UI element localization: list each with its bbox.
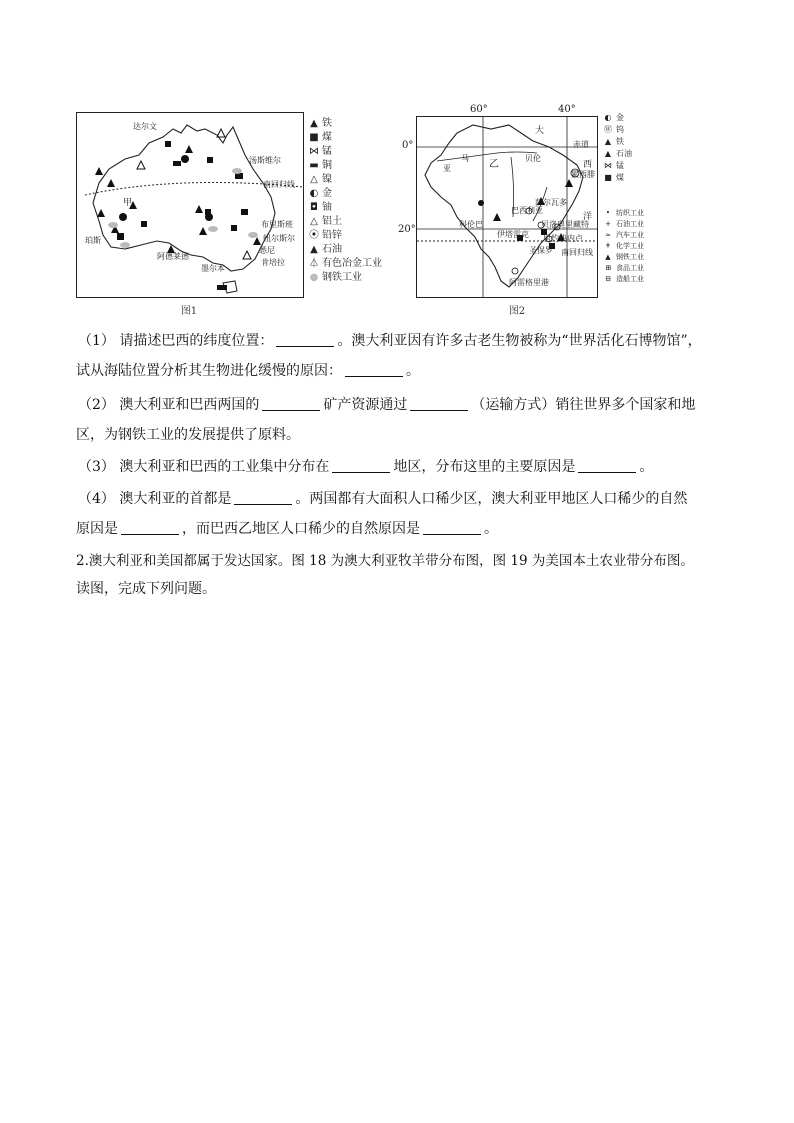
australia-map-svg	[77, 113, 303, 297]
label-kembla: 肯培拉	[261, 258, 285, 267]
lat-label-0: 0°	[402, 140, 414, 151]
label-recife: 累西腓	[571, 170, 595, 179]
answer-blank[interactable]	[332, 458, 390, 473]
grey-dot-icon: ●	[309, 272, 319, 283]
label-region-jia: 甲	[123, 198, 133, 208]
legend-copper: ▬ 铜	[309, 160, 332, 171]
legend2-tungsten: Ⓦ 钨	[604, 125, 624, 134]
legend-steel: ● 钢铁工业	[309, 272, 362, 283]
dot-square-icon: ◘	[310, 202, 318, 213]
legend2-food: ⊞ 食品工业	[602, 263, 644, 273]
legend-iron: ▲ 铁	[308, 114, 332, 129]
question-3: （3） 澳大利亚和巴西的工业集中分布在 地区，分布这里的主要原因是 。	[78, 459, 654, 475]
figure-2-caption: 图2	[508, 306, 526, 317]
legend2-oil: ▲ 石油	[602, 148, 632, 159]
question-next-line-1: 2.澳大利亚和美国都属于发达国家。图 18 为澳大利亚牧羊带分布图，图 19 为美国本土农业带分布图。	[76, 553, 694, 569]
legend-gold: ◐ 金	[309, 188, 332, 199]
label-tropic-2: 南回归线	[561, 248, 593, 257]
oil-icon: ▲	[604, 149, 612, 158]
legend-coal: ■ 煤	[309, 132, 332, 143]
question-4-line-2: 原因是 ，而巴西乙地区人口稀少的自然原因是 。	[76, 521, 498, 537]
square-icon: ■	[309, 132, 319, 143]
legend2-chemical: ǂ 化学工业	[602, 241, 644, 251]
label-ocean-3: 洋	[583, 212, 593, 222]
label-yi: 乙	[489, 159, 499, 170]
label-saopaulo: 圣保罗	[529, 246, 553, 255]
oil-icon: ▲	[310, 244, 318, 255]
answer-blank[interactable]	[276, 332, 334, 347]
brazil-map-svg	[417, 117, 597, 297]
australia-outline	[93, 125, 275, 271]
legend2-iron: ▲ 铁	[602, 136, 624, 147]
label-portoalegre: 阿雷格里港	[509, 278, 549, 287]
label-townsville: 汤斯维尔	[249, 156, 281, 165]
label-campo: 科伦巴	[459, 220, 483, 229]
answer-blank[interactable]	[423, 520, 481, 535]
boat-icon: ⊟	[605, 275, 611, 283]
bowtie-icon: ⋈	[309, 146, 319, 157]
label-amazon: 亚	[443, 164, 451, 173]
legend2-manganese: ⋈ 锰	[604, 161, 624, 170]
legend2-gold: ◐ 金	[602, 112, 624, 123]
striped-triangle-icon: △	[310, 216, 318, 227]
label-cubatao: 伊塔雷克	[497, 230, 529, 239]
circled-w-icon: Ⓦ	[604, 125, 612, 134]
target-icon: ⦿	[309, 230, 319, 241]
legend2-ship: ⊟ 造船工业	[602, 274, 644, 284]
mineral-symbols	[95, 141, 261, 290]
half-circle-icon: ◐	[309, 188, 319, 199]
label-brisbane: 布里斯班	[261, 220, 293, 229]
half-circle-icon: ◐	[604, 113, 612, 122]
label-rio: 里约热内卢	[543, 234, 583, 243]
figure-1-caption: 图1	[180, 306, 198, 317]
answer-blank[interactable]	[262, 396, 320, 411]
label-belem: 贝伦	[525, 154, 541, 163]
question-2-line-1: （2） 澳大利亚和巴西两国的 矿产资源通过 （运输方式）销往世界多个国家和地	[78, 397, 696, 413]
triangle-icon: ▲	[310, 118, 318, 129]
plus-icon: +	[605, 220, 611, 228]
lat-label-20: 20°	[398, 224, 416, 235]
label-belo: 贝洛奥里藏特	[541, 220, 589, 229]
legend2-auto: ≈ 汽车工业	[602, 230, 644, 240]
legend2-steel: ▲ 钢铁工业	[602, 252, 644, 262]
legend-uranium: ◘ 铀	[308, 198, 332, 213]
question-1-line-2: 试从海陆位置分析其生物进化缓慢的原因： 。	[76, 363, 420, 379]
flask-icon: ǂ	[606, 242, 610, 250]
label-salvador: 萨尔瓦多	[535, 198, 567, 207]
triangle-icon: ▲	[605, 253, 611, 261]
legend-oil: ▲ 石油	[308, 240, 342, 255]
legend2-textile: • 纺织工业	[602, 208, 644, 218]
label-darwin: 达尔文	[133, 122, 157, 131]
answer-blank[interactable]	[121, 520, 179, 535]
legend-manganese: ⋈ 锰	[309, 146, 332, 157]
label-sydney: 悉尼	[259, 246, 275, 255]
label-ocean: 大	[535, 126, 545, 136]
legend-nickel: △ 镍	[308, 170, 332, 185]
wave-icon: ≈	[605, 231, 611, 239]
bar-icon: ▬	[309, 160, 319, 171]
question-1-line-1: （1） 请描述巴西的纬度位置： 。澳大利亚因有许多古老生物被称为“世界活化石博物馆”，	[78, 333, 702, 349]
lon-label-60: 60°	[470, 104, 488, 115]
question-2-line-2: 区，为钢铁工业的发展提供了原料。	[76, 427, 300, 443]
legend-bauxite: △ 铝土	[308, 212, 342, 227]
outline-symbols	[137, 129, 251, 259]
label-equator: 赤道	[573, 140, 589, 149]
bowtie-icon: ⋈	[604, 161, 612, 170]
lon-label-40: 40°	[558, 104, 576, 115]
answer-blank[interactable]	[234, 490, 292, 505]
grid-icon: ⊞	[605, 264, 611, 272]
label-melbourne: 墨尔本	[201, 264, 225, 273]
answer-blank[interactable]	[410, 396, 468, 411]
flask-icon: ⏃	[309, 258, 319, 269]
label-ocean-west: 西	[583, 160, 593, 170]
amazon-river	[437, 152, 537, 161]
label-perth: 珀斯	[85, 236, 101, 245]
question-4-line-1: （4） 澳大利亚的首都是 。两国都有大面积人口稀少区，澳大利亚甲地区人口稀少的自然	[78, 491, 688, 507]
figure-1-australia-map	[76, 112, 304, 298]
legend-lead-zinc: ⦿ 铅锌	[308, 226, 342, 241]
figure-2-brazil-map	[416, 116, 598, 298]
label-mazon: 马	[461, 154, 469, 163]
legend2-coal: ■ 煤	[602, 172, 624, 183]
square-icon: ■	[604, 173, 612, 182]
outline-triangle-icon: △	[310, 174, 318, 185]
label-newcastle: 纽尔斯尔	[263, 234, 295, 243]
label-adelaide: 阿德莱德	[157, 252, 189, 261]
triangle-icon: ▲	[604, 137, 612, 146]
label-brasilia: 巴西利亚	[511, 206, 543, 215]
label-tropic: 南回归线	[263, 180, 295, 189]
legend-nonferrous: ⏃ 有色冶金工业	[308, 254, 382, 269]
dot-icon: •	[605, 209, 611, 217]
legend2-petro: + 石油工业	[602, 219, 644, 229]
question-next-line-2: 读图，完成下列问题。	[76, 581, 216, 597]
answer-blank[interactable]	[578, 458, 636, 473]
answer-blank[interactable]	[345, 362, 403, 377]
